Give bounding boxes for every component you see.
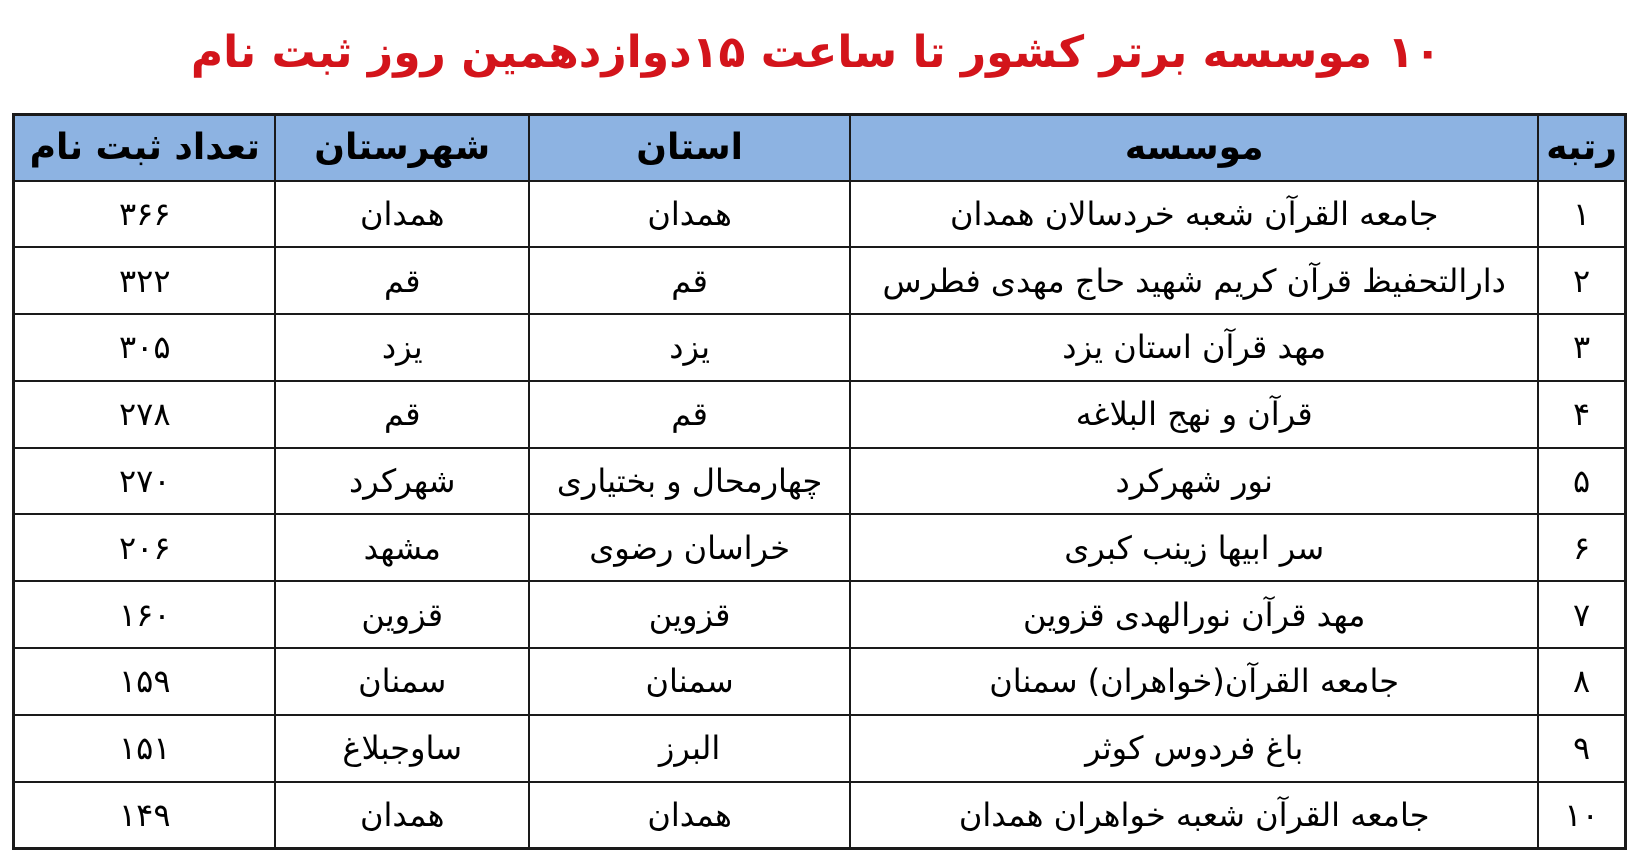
cell-count: ۲۰۶ bbox=[14, 514, 276, 581]
table-row bbox=[14, 247, 1626, 314]
header-institute: موسسه bbox=[850, 115, 1538, 181]
table-row bbox=[14, 381, 1626, 448]
cell-rank: ۷ bbox=[1538, 581, 1625, 648]
cell-city: مشهد bbox=[275, 514, 529, 581]
cell-city: قم bbox=[275, 381, 529, 448]
cell-city: شهرکرد bbox=[275, 448, 529, 515]
table-row bbox=[14, 314, 1626, 381]
cell-city: قم bbox=[275, 247, 529, 314]
cell-city: سمنان bbox=[275, 648, 529, 715]
cell-count: ۳۰۵ bbox=[14, 314, 276, 381]
cell-count: ۲۷۸ bbox=[14, 381, 276, 448]
cell-rank: ۶ bbox=[1538, 514, 1625, 581]
cell-rank: ۵ bbox=[1538, 448, 1625, 515]
table-row bbox=[14, 715, 1626, 782]
cell-province: یزد bbox=[529, 314, 850, 381]
cell-province: سمنان bbox=[529, 648, 850, 715]
cell-rank: ۹ bbox=[1538, 715, 1625, 782]
cell-rank: ۸ bbox=[1538, 648, 1625, 715]
cell-rank: ۳ bbox=[1538, 314, 1625, 381]
table-row bbox=[14, 782, 1626, 849]
header-province: استان bbox=[529, 115, 850, 181]
table-header-row bbox=[14, 115, 1626, 181]
ranking-table bbox=[12, 113, 1627, 850]
cell-count: ۲۷۰ bbox=[14, 448, 276, 515]
cell-province: البرز bbox=[529, 715, 850, 782]
cell-institute: مهد قرآن استان یزد bbox=[850, 314, 1538, 381]
cell-city: یزد bbox=[275, 314, 529, 381]
cell-rank: ۴ bbox=[1538, 381, 1625, 448]
cell-province: همدان bbox=[529, 181, 850, 248]
header-count: تعداد ثبت نام bbox=[14, 115, 276, 181]
cell-institute: جامعه القرآن شعبه خواهران همدان bbox=[850, 782, 1538, 849]
cell-institute: نور شهرکرد bbox=[850, 448, 1538, 515]
cell-city: همدان bbox=[275, 181, 529, 248]
cell-count: ۳۶۶ bbox=[14, 181, 276, 248]
cell-city: قزوین bbox=[275, 581, 529, 648]
cell-province: قم bbox=[529, 381, 850, 448]
cell-count: ۳۲۲ bbox=[14, 247, 276, 314]
cell-institute: دارالتحفیظ قرآن کریم شهید حاج مهدی فطرس bbox=[850, 247, 1538, 314]
page-title: ۱۰ موسسه برتر کشور تا ساعت ۱۵دوازدهمین روز ثبت نام bbox=[190, 27, 1442, 78]
cell-rank: ۱ bbox=[1538, 181, 1625, 248]
cell-city: همدان bbox=[275, 782, 529, 849]
table-row bbox=[14, 181, 1626, 248]
cell-province: قم bbox=[529, 247, 850, 314]
cell-count: ۱۶۰ bbox=[14, 581, 276, 648]
header-rank: رتبه bbox=[1538, 115, 1625, 181]
cell-province: چهارمحال و بختیاری bbox=[529, 448, 850, 515]
cell-institute: مهد قرآن نورالهدی قزوین bbox=[850, 581, 1538, 648]
cell-count: ۱۵۱ bbox=[14, 715, 276, 782]
header-city: شهرستان bbox=[275, 115, 529, 181]
table-row bbox=[14, 581, 1626, 648]
cell-institute: جامعه القرآن شعبه خردسالان همدان bbox=[850, 181, 1538, 248]
cell-province: قزوین bbox=[529, 581, 850, 648]
cell-province: خراسان رضوی bbox=[529, 514, 850, 581]
cell-rank: ۲ bbox=[1538, 247, 1625, 314]
table-row bbox=[14, 648, 1626, 715]
table-row bbox=[14, 448, 1626, 515]
cell-city: ساوجبلاغ bbox=[275, 715, 529, 782]
cell-count: ۱۵۹ bbox=[14, 648, 276, 715]
cell-institute: جامعه القرآن(خواهران) سمنان bbox=[850, 648, 1538, 715]
cell-institute: باغ فردوس کوثر bbox=[850, 715, 1538, 782]
cell-count: ۱۴۹ bbox=[14, 782, 276, 849]
cell-rank: ۱۰ bbox=[1538, 782, 1625, 849]
table-row bbox=[14, 514, 1626, 581]
cell-institute: قرآن و نهج البلاغه bbox=[850, 381, 1538, 448]
cell-institute: سر ابیها زینب کبری bbox=[850, 514, 1538, 581]
cell-province: همدان bbox=[529, 782, 850, 849]
